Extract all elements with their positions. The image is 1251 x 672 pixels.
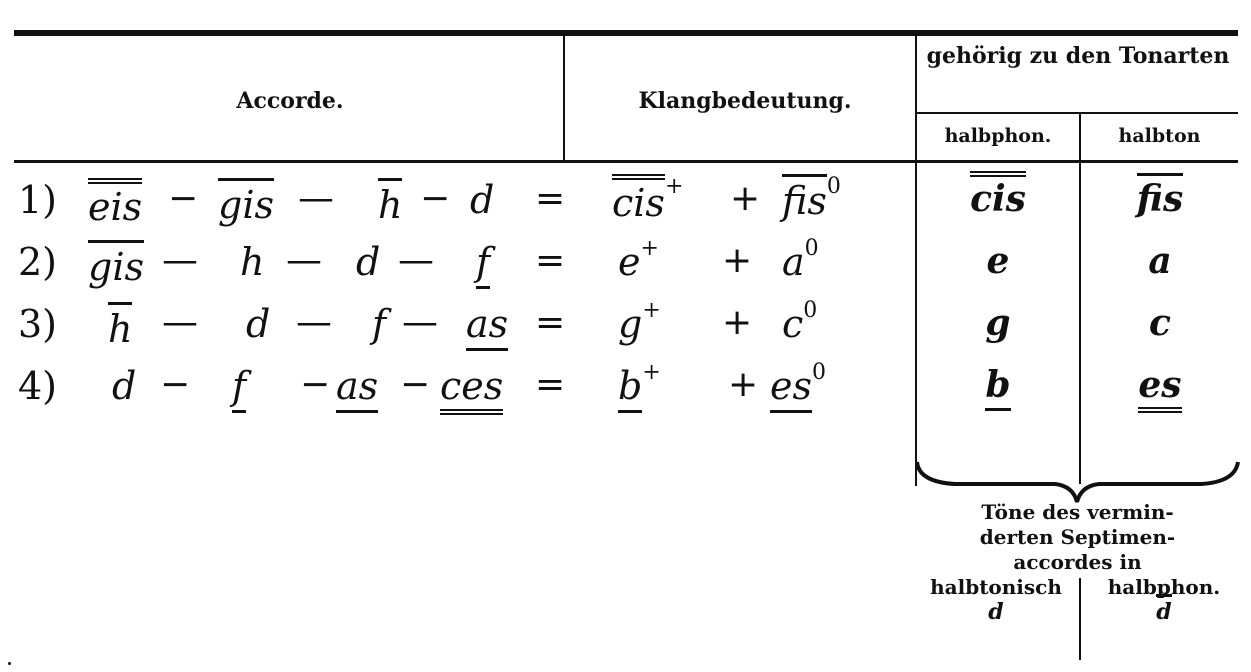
note: ces (440, 364, 503, 415)
tonart-note: c (1149, 302, 1171, 344)
tonart-halbphon-4 (948, 364, 1048, 406)
klang-2-note: fis (782, 174, 827, 223)
stray-dot (8, 662, 11, 665)
plus: + (722, 240, 753, 281)
tonart-halbphon-3 (948, 302, 1048, 344)
header-halbton: halbton (1118, 125, 1201, 147)
klang-1-sup: + (642, 360, 661, 385)
equals: = (535, 302, 566, 343)
note: gis (218, 178, 274, 227)
klang-1-note: b (618, 364, 642, 413)
equals: = (535, 364, 566, 405)
footnote-line-1: Töne des vermin- (981, 500, 1174, 524)
header-halbphon: halbphon. (944, 125, 1052, 147)
note: h (378, 178, 402, 227)
note: as (466, 302, 508, 351)
row-number: 1) (18, 178, 58, 222)
klang-1 (612, 174, 684, 225)
klang-1 (618, 298, 661, 346)
note: f (476, 240, 490, 289)
note: eis (88, 178, 142, 229)
footnote-line-3: accordes in (1013, 550, 1142, 574)
note: d (356, 240, 381, 284)
dash: — (162, 302, 198, 343)
note: d (112, 364, 137, 408)
note: h (108, 302, 132, 351)
table-row-3 (0, 294, 900, 354)
klang-2-sup: 0 (812, 360, 826, 385)
klang-1 (618, 236, 659, 284)
klang-1-note: cis (612, 174, 665, 225)
col-divider-1 (563, 36, 565, 160)
header-accorde: Accorde. (236, 88, 344, 114)
dash: — (296, 302, 332, 343)
footnote-left-val-text: d (988, 599, 1004, 625)
klang-1-sup: + (664, 174, 684, 199)
footnote-right-val (1084, 600, 1244, 625)
tonart-note: fis (1137, 173, 1183, 220)
row-number: 3) (18, 302, 58, 346)
dash: − (420, 178, 451, 219)
equals: = (535, 240, 566, 281)
plus: + (728, 364, 759, 405)
header-tonarten-text: gehörig zu den Tonarten (926, 43, 1230, 69)
klang-1-note: e (618, 240, 641, 284)
plus: + (730, 178, 761, 219)
klang-1 (618, 360, 661, 408)
note: f (372, 302, 387, 346)
col-divider-3 (1079, 114, 1081, 484)
footnote-left-label: halbtonisch (930, 575, 1062, 599)
note: d (470, 178, 495, 222)
row-number: 4) (18, 364, 58, 408)
tonarten-subrule (917, 112, 1238, 114)
klang-1-note: g (618, 302, 643, 346)
footnote-right-label: halbphon. (1107, 575, 1221, 599)
dash: − (160, 364, 191, 405)
dash: — (398, 240, 434, 281)
tonart-halbton-2 (1110, 240, 1210, 282)
tonart-halbphon-1 (948, 178, 1048, 220)
tonart-halbton-1 (1110, 178, 1210, 220)
footnote-divider (1079, 578, 1081, 660)
tonart-note: g (985, 302, 1011, 344)
klang-1-sup: + (642, 298, 661, 323)
footnote-right-val-text: d (1156, 594, 1171, 625)
note: gis (88, 240, 144, 289)
header-tonarten (920, 42, 1236, 70)
klang-2 (770, 360, 826, 408)
tonart-note: a (1148, 240, 1172, 282)
klang-1-sup: + (640, 236, 659, 261)
klang-2 (782, 174, 841, 223)
header-rule (14, 160, 1238, 163)
tonart-halbton-4 (1110, 364, 1210, 406)
note: d (246, 302, 271, 346)
equals: = (535, 178, 566, 219)
dash: − (168, 178, 199, 219)
curly-brace (915, 460, 1240, 504)
footnote-left-val (917, 600, 1075, 625)
dash: — (402, 302, 438, 343)
dash: − (400, 364, 431, 405)
plus: + (722, 302, 753, 343)
klang-2-sup: 0 (803, 298, 818, 323)
tonart-note: es (1138, 364, 1181, 413)
tonart-halbton-3 (1110, 302, 1210, 344)
table-row-4 (0, 356, 900, 416)
table-row-1 (0, 170, 900, 230)
top-rule (14, 30, 1238, 36)
dash: — (162, 240, 198, 281)
header-klangbedeutung: Klangbedeutung. (638, 88, 852, 114)
table-row-2 (0, 232, 900, 292)
note: h (240, 240, 265, 284)
col-divider-2 (915, 36, 917, 486)
klang-2-sup: 0 (804, 236, 819, 261)
tonart-note: b (985, 364, 1010, 411)
tonart-halbphon-2 (948, 240, 1048, 282)
klang-2-note: c (782, 302, 804, 346)
row-number: 2) (18, 240, 58, 284)
tonart-note: e (986, 240, 1010, 282)
klang-2-note: a (782, 240, 805, 284)
note: f (232, 364, 246, 413)
klang-2 (782, 298, 818, 346)
tonart-note: cis (970, 171, 1026, 220)
dash: — (286, 240, 322, 281)
footnote-line-2: derten Septimen- (979, 525, 1176, 549)
klang-2 (782, 236, 819, 284)
dash: − (300, 364, 331, 405)
klang-2-note: es (770, 364, 812, 413)
klang-2-sup: 0 (826, 174, 841, 199)
dash: — (298, 178, 334, 219)
note: as (336, 364, 378, 413)
